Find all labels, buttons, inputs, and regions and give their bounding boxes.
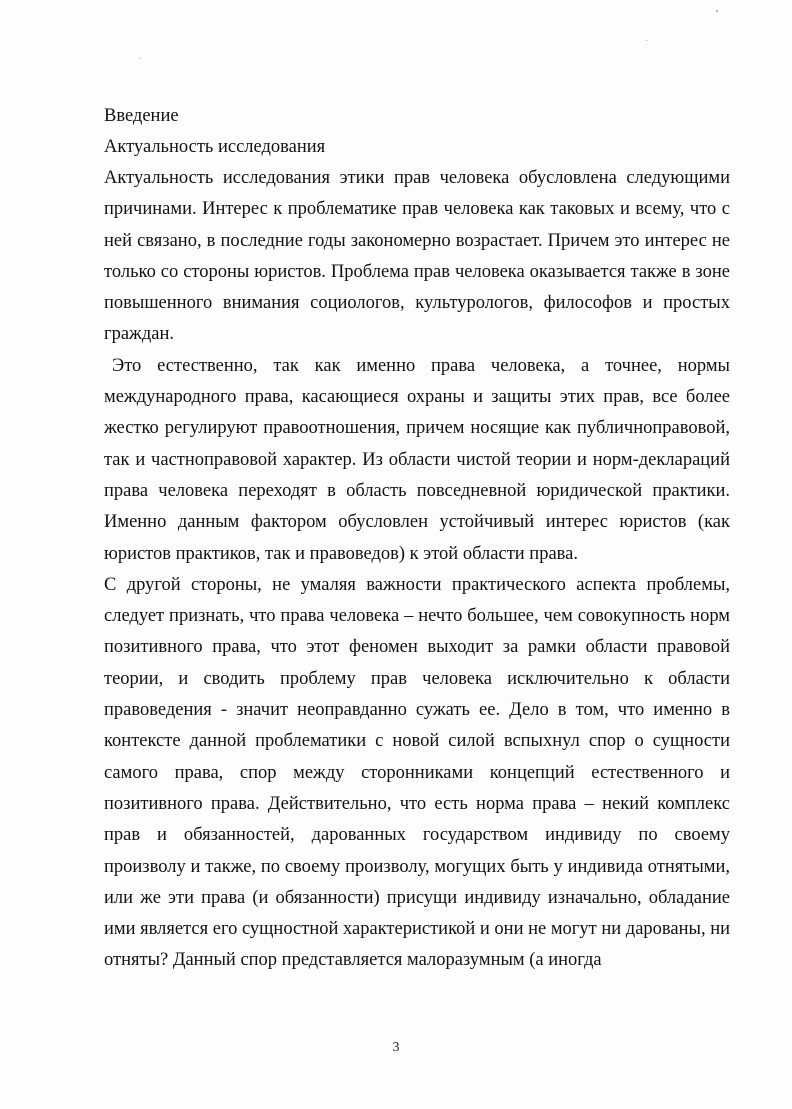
scan-speck [646,40,647,41]
paragraph-nature-of-law: С другой стороны, не умаляя важности практического аспекта проблемы, следует признать, что права человека – нечто большее, чем совокупность норм позитивного права, что этот феномен выходит за рамки области правовой теории, и сводить проблему прав человека исключительно к области правоведения - значит неоправданно сужать ее. Дело в том, что именно в контексте данной проблематики с новой силой вспыхнул спор о сущности самого права, спор между сторонниками концепций естественного и позитивного права. Действительно, что есть норма права – некий комплекс прав и обязанностей, дарованных государством индивиду по своему произволу и также, по своему произволу, могущих быть у индивида отнятыми, или же эти права (и обязанности) присущи индивиду изначально, обладание ими является его сущностной характеристикой и они не могут ни дарованы, ни отняты? Данный спор представляется малоразумным (а иногда [104,574,730,971]
body-text [104,163,730,977]
paragraph-relevance: Актуальность исследования этики прав человека обусловлена следующими причинами. Интерес к проблематике прав человека как таковых и всему, что с ней связано, в последние годы закономерно возрастает. Причем это интерес не только со стороны юристов. Проблема прав человека оказывается также в зоне повышенного внимания социологов, культурологов, философов и простых граждан. [104,168,730,345]
scan-speck [140,58,141,59]
page-number: 3 [392,1040,400,1055]
section-heading: Введение [104,106,179,126]
scan-speck [716,10,718,12]
section-subheading: Актуальность исследования [104,137,326,157]
paragraph-international-law: Это естественно, так как именно права человека, а точнее, нормы международного права, касающиеся охраны и защиты этих прав, все более жестко регулируют правоотношения, причем носящие как публичноправовой, так и частноправовой характер. Из области чистой теории и норм-деклараций права человека переходят в область повседневной юридической практики. Именно данным фактором обусловлен устойчивый интерес юристов (как юристов практиков, так и правоведов) к этой области права. [104,355,730,564]
